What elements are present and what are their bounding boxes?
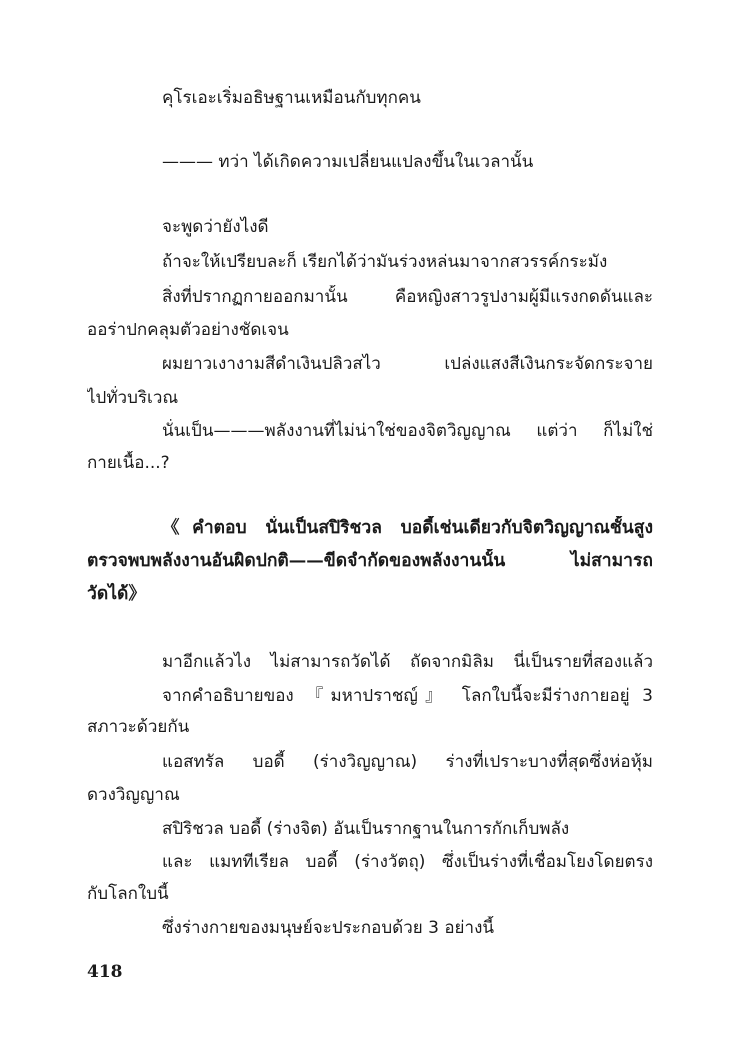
paragraph-line-7: ผมยาวเงางามสีดำเงินปลิวสไว เปล่งแสงสีเงินกระจัดกระจาย <box>162 354 653 374</box>
paragraph-line-5: สิ่งที่ปรากฏกายออกมานั้น คือหญิงสาวรูปงามผู้มีแรงกดดันและ <box>162 287 653 307</box>
paragraph-line-20: และ แมททีเรียล บอดี้ (ร่างวัตถุ) ซึ่งเป็นร่างที่เชื่อมโยงโดยตรง <box>162 852 653 872</box>
paragraph-line-17: แอสทรัล บอดี้ (ร่างวิญญาณ) ร่างที่เปราะบางที่สุดซึ่งห่อหุ้ม <box>162 752 653 772</box>
paragraph-line-15: จากคำอธิบายของ 『มหาปราชญ์』 โลกใบนี้จะมีร่างกายอยู่ 3 <box>162 686 653 706</box>
paragraph-line-9: นั่นเป็น———พลังงานที่ไม่น่าใช่ของจิตวิญญาณ แต่ว่า ก็ไม่ใช่ <box>162 421 653 441</box>
paragraph-line-16: สภาวะด้วยกัน <box>87 717 190 737</box>
paragraph-line-1: คุโรเอะเริ่มอธิษฐานเหมือนกับทุกคน <box>162 88 421 108</box>
paragraph-line-6: ออร่าปกคลุมตัวอย่างชัดเจน <box>87 320 289 340</box>
system-message-line-1: 《คำตอบ นั่นเป็นสปิริชวล บอดี้เช่นเดียวกับจิตวิญญาณชั้นสูง <box>162 518 653 538</box>
paragraph-line-4: ถ้าจะให้เปรียบละก็ เรียกได้ว่ามันร่วงหล่นมาจากสวรรค์กระมัง <box>162 252 608 272</box>
paragraph-line-8: ไปทั่วบริเวณ <box>87 388 179 408</box>
paragraph-line-14: มาอีกแล้วไง ไม่สามารถวัดได้ ถัดจากมิลิม นี่เป็นรายที่สองแล้ว <box>162 652 653 672</box>
paragraph-line-19: สปิริชวล บอดี้ (ร่างจิต) อันเป็นรากฐานในการกักเก็บพลัง <box>162 819 570 839</box>
paragraph-line-3: จะพูดว่ายังไงดี <box>162 217 269 237</box>
system-message-line-2: ตรวจพบพลังงานอันผิดปกติ——ขีดจำกัดของพลังงานนั้น ไม่สามารถ <box>87 551 653 571</box>
paragraph-line-18: ดวงวิญญาณ <box>87 785 180 805</box>
paragraph-line-22: ซึ่งร่างกายของมนุษย์จะประกอบด้วย 3 อย่างนี้ <box>162 918 494 938</box>
paragraph-line-10: กายเนื้อ...? <box>87 453 170 473</box>
paragraph-line-21: กับโลกใบนี้ <box>87 884 169 904</box>
system-message-line-3: วัดได้》 <box>87 584 146 604</box>
paragraph-line-2: ——— ทว่า ได้เกิดความเปลี่ยนแปลงขึ้นในเวลานั้น <box>162 152 534 172</box>
page-number: 418 <box>87 962 123 982</box>
